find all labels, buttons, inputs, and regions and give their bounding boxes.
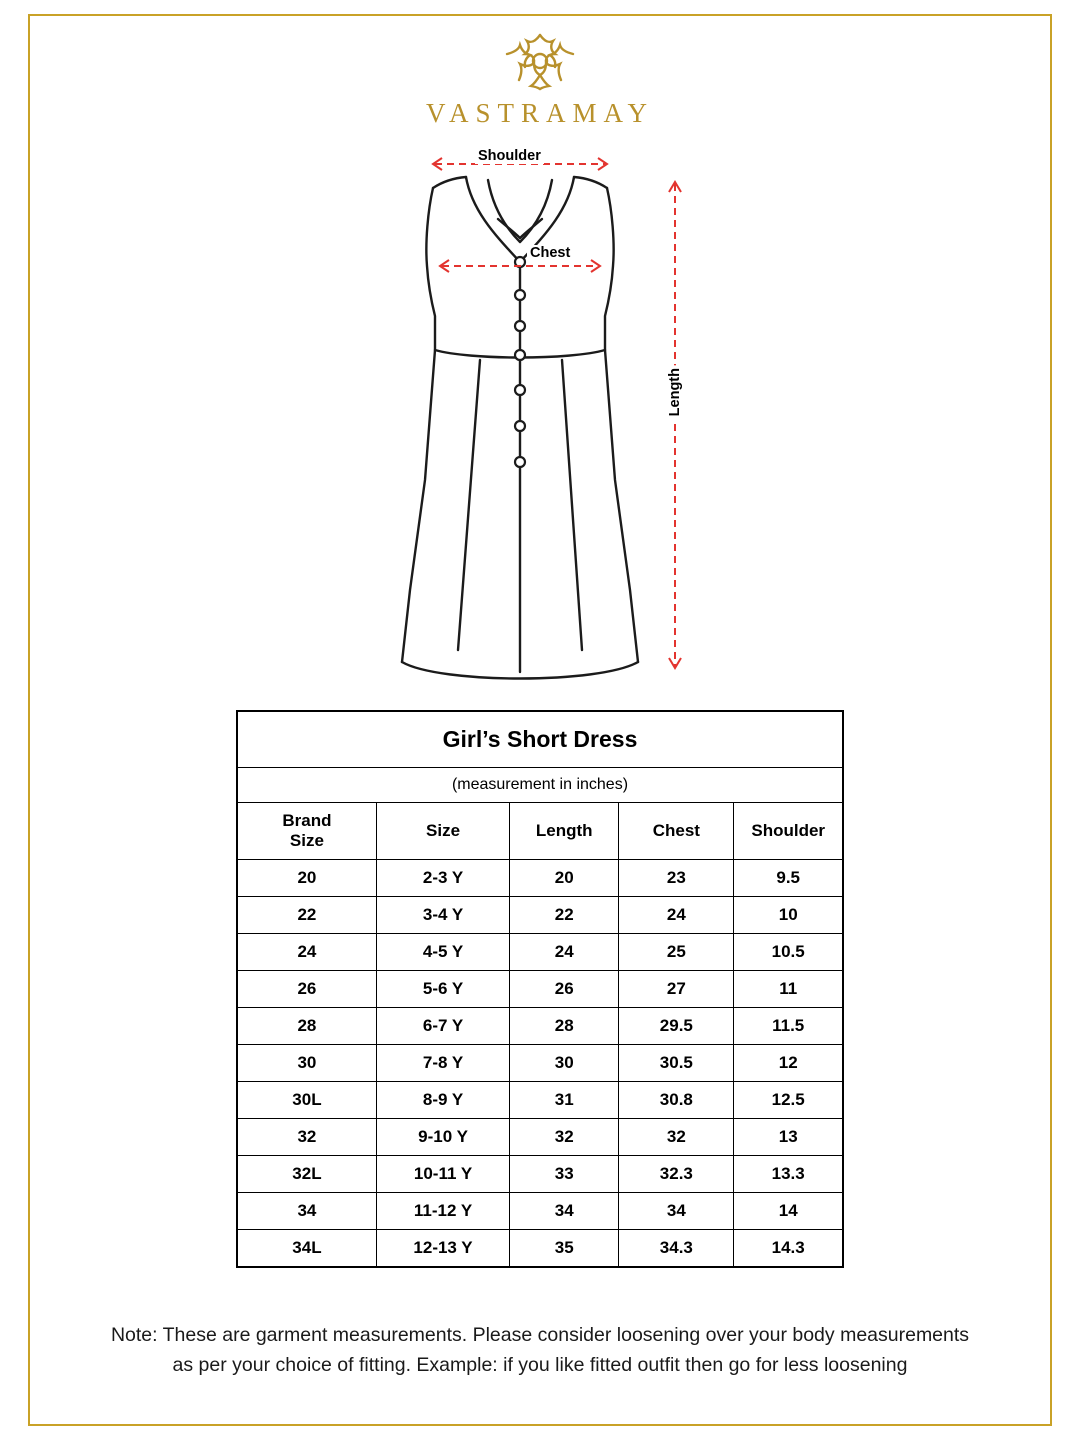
cell-brand-size: 30 [237,1045,376,1082]
cell-length: 26 [510,971,619,1008]
table-row [237,1156,843,1193]
cell-shoulder: 12.5 [734,1082,843,1119]
table-header-row [237,803,843,860]
cell-size: 11-12 Y [376,1193,509,1230]
cell-size: 9-10 Y [376,1119,509,1156]
cell-length: 22 [510,897,619,934]
table-row [237,860,843,897]
cell-chest: 34.3 [619,1230,734,1268]
table-row [237,1193,843,1230]
cell-size: 10-11 Y [376,1156,509,1193]
cell-length: 35 [510,1230,619,1268]
cell-size: 4-5 Y [376,934,509,971]
cell-shoulder: 14.3 [734,1230,843,1268]
cell-brand-size: 26 [237,971,376,1008]
table-row [237,934,843,971]
size-chart-table-container [236,710,844,1268]
cell-length: 31 [510,1082,619,1119]
cell-brand-size: 20 [237,860,376,897]
cell-length: 33 [510,1156,619,1193]
table-row [237,1230,843,1268]
cell-brand-size: 34 [237,1193,376,1230]
column-header-brand-size [237,803,376,860]
cell-chest: 27 [619,971,734,1008]
table-subtitle: (measurement in inches) [237,768,843,803]
brand-logo-icon [501,30,579,92]
cell-shoulder: 12 [734,1045,843,1082]
cell-shoulder: 13.3 [734,1156,843,1193]
table-subtitle-row [237,768,843,803]
brand-size-line2: Size [289,831,324,850]
cell-size: 8-9 Y [376,1082,509,1119]
brand-name: VASTRAMAY [425,98,655,128]
cell-brand-size: 30L [237,1082,376,1119]
dress-illustration [330,150,750,680]
dress-line-drawing [330,150,750,680]
cell-size: 5-6 Y [376,971,509,1008]
cell-length: 28 [510,1008,619,1045]
cell-brand-size: 24 [237,934,376,971]
column-header-length: Length [510,803,619,860]
cell-shoulder: 10 [734,897,843,934]
cell-length: 30 [510,1045,619,1082]
cell-chest: 25 [619,934,734,971]
cell-shoulder: 10.5 [734,934,843,971]
chest-dimension-label: Chest [527,245,573,261]
cell-size: 3-4 Y [376,897,509,934]
cell-chest: 34 [619,1193,734,1230]
cell-shoulder: 13 [734,1119,843,1156]
table-title: Girl’s Short Dress [237,711,843,768]
column-header-shoulder: Shoulder [734,803,843,860]
table-row [237,1045,843,1082]
length-dimension-label: Length [667,365,683,419]
table-title-row [237,711,843,768]
cell-brand-size: 34L [237,1230,376,1268]
cell-brand-size: 32 [237,1119,376,1156]
brand-header [0,30,1080,129]
cell-length: 20 [510,860,619,897]
cell-brand-size: 22 [237,897,376,934]
cell-brand-size: 28 [237,1008,376,1045]
note-line-1: Note: These are garment measurements. Please consider loosening over your body measurements [110,1324,970,1346]
note-line-2: as per your choice of fitting. Example: if you like fitted outfit then go for less loosening [172,1354,908,1376]
cell-chest: 23 [619,860,734,897]
table-row [237,897,843,934]
column-header-chest: Chest [619,803,734,860]
cell-chest: 32 [619,1119,734,1156]
cell-length: 34 [510,1193,619,1230]
cell-length: 24 [510,934,619,971]
cell-size: 6-7 Y [376,1008,509,1045]
table-row [237,1082,843,1119]
footer-note [45,1320,1035,1380]
table-row [237,1008,843,1045]
cell-shoulder: 14 [734,1193,843,1230]
column-header-size: Size [376,803,509,860]
cell-chest: 29.5 [619,1008,734,1045]
cell-shoulder: 11 [734,971,843,1008]
cell-brand-size: 32L [237,1156,376,1193]
table-row [237,1119,843,1156]
cell-length: 32 [510,1119,619,1156]
cell-size: 12-13 Y [376,1230,509,1268]
cell-shoulder: 9.5 [734,860,843,897]
cell-size: 7-8 Y [376,1045,509,1082]
cell-chest: 24 [619,897,734,934]
cell-shoulder: 11.5 [734,1008,843,1045]
shoulder-dimension-label: Shoulder [475,148,544,164]
size-chart-table [236,710,844,1268]
cell-size: 2-3 Y [376,860,509,897]
cell-chest: 30.8 [619,1082,734,1119]
brand-size-line1: Brand [282,811,332,830]
cell-chest: 32.3 [619,1156,734,1193]
table-row [237,971,843,1008]
cell-chest: 30.5 [619,1045,734,1082]
